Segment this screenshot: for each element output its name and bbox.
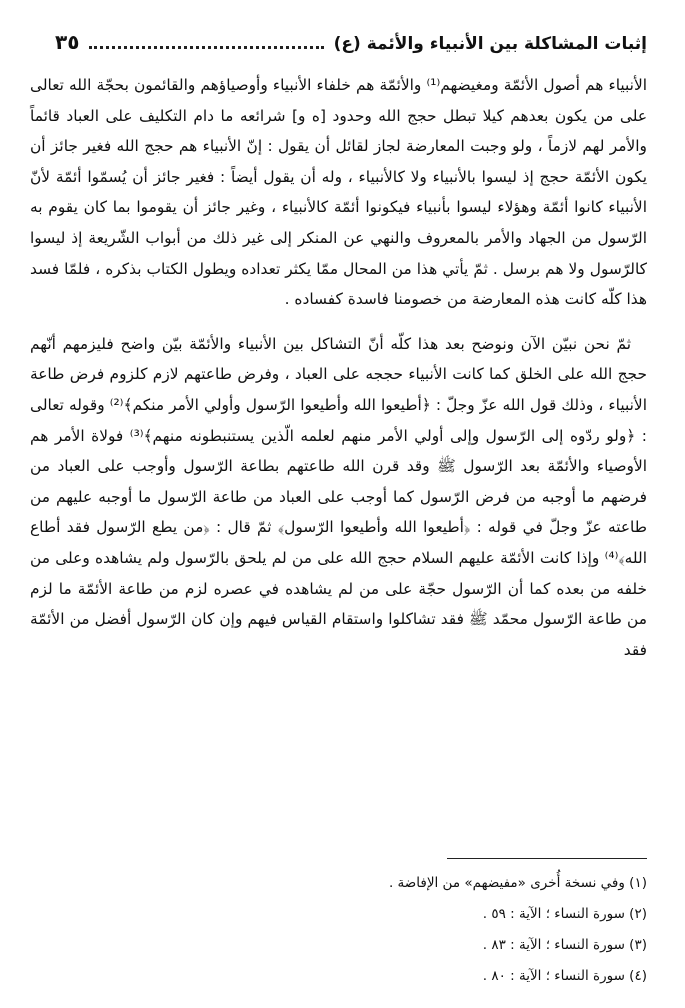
paragraph-2: ثمّ نحن نبيّن الآن ونوضح بعد هذا كلّه أنّ التشاكل بين الأنبياء والأئمّة بيّن واضح فليزمهم أنّهم حجج الله على الخلق كما كانت الأنبياء حججه على العباد ، وفرض طاعتهم لازم كلزوم فرض طاعة الأنبياء ، وذلك قول الله عزّ وجلّ : ﴿أطيعوا الله وأطيعوا الرّسول وأولي الأمر منكم﴾⁽²⁾ وقوله تعالى : ﴿ولو ردّوه إلى الرّسول وإلى أولي الأمر منهم لعلمه الّذين يستنبطونه منهم﴾⁽³⁾ فولاة الأمر هم الأوصياء والأئمّة بعد الرّسول ﷺ وقد قرن الله طاعتهم بطاعة الرّسول وأوجب على العباد من فرضهم ما أوجبه من فرض الرّسول كما أوجب على العباد من طاعة الرّسول ما أوجبه عليهم من طاعته عزّ وجلّ في قوله : ﴿أطيعوا الله وأطيعوا الرّسول﴾ ثمّ قال : ﴿من يطع الرّسول فقد أطاع الله﴾⁽⁴⁾ وإذا كانت الأئمّة عليهم السلام حجج الله على من لم يلحق بالرّسول ولم يشاهده وعلى من خلفه من بعده كما أن الرّسول حجّة على من لم يشاهده في عصره لزم من طاعة الأئمّة ما لزم من طاعة الرّسول محمّد ﷺ فقد تشاكلوا واستقام القياس فيهم وإن كان الرّسول أفضل من الأئمّة فقد <box>30 334 647 659</box>
leader-dots <box>89 46 323 49</box>
footnote-item: (٤) سورة النساء ؛ الآية : ٨٠ . <box>482 968 647 984</box>
footnote-item: (٣) سورة النساء ؛ الآية : ٨٣ . <box>482 937 647 953</box>
footnote-item: (٢) سورة النساء ؛ الآية : ٥٩ . <box>482 906 647 922</box>
page-number: ٣٥ <box>55 30 80 54</box>
running-title: إثبات المشاكلة بين الأنبياء والأئمة (ع) <box>333 34 647 54</box>
main-text <box>30 70 647 665</box>
footnote-item: (١) وفي نسخة أُخرى «مفيضهم» من الإفاضة . <box>388 875 647 891</box>
footnotes <box>30 868 647 992</box>
footnote-divider <box>447 858 647 859</box>
paragraph-1: الأنبياء هم أصول الأئمّة ومغيضهم⁽¹⁾ والأئمّة هم خلفاء الأنبياء وأوصياؤهم والقائمون بحجّة الله تعالى على من يكون بعدهم كيلا تبطل حجج الله وحدود [ه و] شرائعه ما دام التكليف على العباد قائماً والأمر لهم لازماً ، ولو وجبت المعارضة لجاز لقائل أن يقول : إنّ الأنبياء هم حجج الله فغير جائز أن يكون الأئمّة حجج إذ ليسوا بالأنبياء ولا كالأنبياء ، وله أن يقول أيضاً : فغير جائز أن يُسمّوا أئمّة لأنّ الأنبياء كانوا أئمّة وهؤلاء ليسوا بأنبياء فيكونوا أئمّة كالأنبياء ، وغير جائز أن يقوموا بما كان يقوم به الرّسول من الجهاد والأمر بالمعروف والنهي عن المنكر إلى غير ذلك من أبواب الشّريعة إذ ليسوا كالرّسول ولا هم برسل . ثمّ يأتي هذا من المحال ممّا يكثر تعداده ويطول الكتاب بذكره ، فلمّا فسد هذا كلّه كانت هذه المعارضة من خصومنا فاسدة كفساده . <box>30 76 648 309</box>
running-header <box>55 30 647 58</box>
